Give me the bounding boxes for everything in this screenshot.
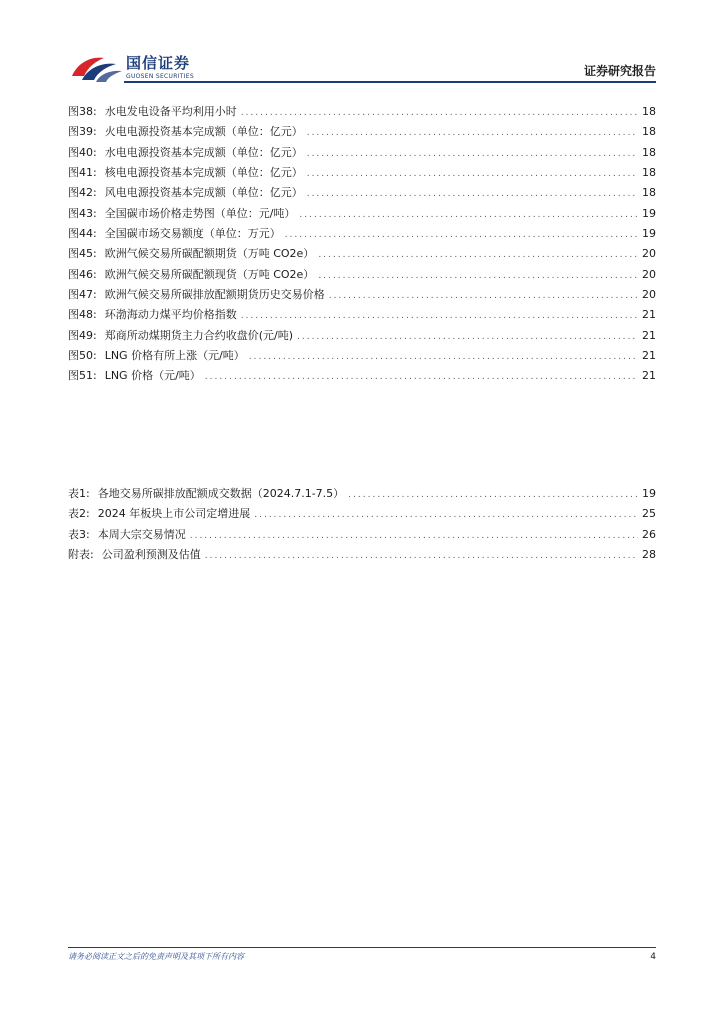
logo-chinese-text: 国信证券 [126, 54, 191, 72]
page-number: 4 [650, 952, 656, 962]
figure-page: 18 [642, 186, 656, 200]
logo-english-text: GUOSEN SECURITIES [126, 73, 195, 80]
figure-title: LNG 价格（元/吨） [104, 369, 201, 383]
figure-title: 风电电源投资基本完成额（单位：亿元） [104, 186, 303, 200]
figure-label: 图40: [68, 145, 97, 159]
leader-dots [318, 271, 638, 281]
figure-page: 21 [642, 308, 656, 322]
figure-entry[interactable] [68, 266, 656, 286]
figure-entry[interactable] [68, 367, 656, 387]
figure-entry[interactable] [68, 123, 656, 143]
figure-label: 图48: [68, 308, 97, 322]
leader-dots [241, 311, 638, 321]
figure-label: 图46: [68, 267, 97, 281]
table-label: 表2: [68, 507, 90, 521]
page-header [0, 0, 724, 84]
figure-page: 20 [642, 267, 656, 281]
guosen-logo-icon [70, 52, 124, 84]
figure-title: 欧洲气候交易所碳配额期货（万吨 CO2e） [104, 247, 315, 261]
table-entry[interactable] [68, 546, 656, 566]
figure-page: 21 [642, 369, 656, 383]
table-page: 19 [642, 487, 656, 500]
footer-divider [68, 947, 656, 948]
leader-dots [205, 551, 638, 561]
disclaimer-text: 请务必阅读正文之后的免责声明及其项下所有内容 [68, 952, 244, 961]
figure-entry[interactable] [68, 286, 656, 306]
figure-page: 18 [642, 166, 656, 180]
table-title: 公司盈利预测及估值 [101, 548, 201, 562]
figure-entry[interactable] [68, 184, 656, 204]
figure-label: 图42: [68, 186, 97, 200]
figure-label: 图44: [68, 227, 97, 241]
figure-page: 19 [642, 206, 656, 220]
figure-page: 18 [642, 125, 656, 139]
leader-dots [205, 372, 638, 382]
figure-title: 全国碳市场交易额度（单位：万元） [104, 227, 281, 241]
leader-dots [307, 189, 638, 199]
table-page: 26 [642, 527, 656, 541]
header-divider [124, 81, 656, 83]
figure-title: 火电电源投资基本完成额（单位：亿元） [104, 125, 303, 139]
figure-page: 21 [642, 349, 656, 363]
figure-page: 20 [642, 288, 656, 302]
leader-dots [329, 291, 638, 301]
figure-page: 19 [642, 227, 656, 241]
leader-dots [299, 210, 638, 220]
table-page: 25 [642, 507, 656, 521]
table-list [68, 485, 656, 566]
figure-entry[interactable] [68, 245, 656, 265]
leader-dots [307, 128, 638, 138]
figure-title: 环渤海动力煤平均价格指数 [104, 308, 237, 322]
leader-dots [241, 108, 638, 118]
figure-label: 图38: [68, 105, 97, 118]
figure-entry[interactable] [68, 225, 656, 245]
figure-title: 水电电源投资基本完成额（单位：亿元） [104, 145, 303, 159]
table-label: 表1: [68, 487, 90, 500]
figure-entry[interactable] [68, 306, 656, 326]
figure-entry[interactable] [68, 327, 656, 347]
table-title: 本周大宗交易情况 [97, 527, 186, 541]
figure-label: 图49: [68, 328, 97, 342]
table-entry[interactable] [68, 505, 656, 525]
figure-title: 水电发电设备平均利用小时 [104, 105, 237, 118]
figure-entry[interactable] [68, 164, 656, 184]
figure-entry[interactable] [68, 205, 656, 225]
leader-dots [348, 490, 638, 500]
figure-title: LNG 价格有所上涨（元/吨） [104, 349, 245, 363]
figure-label: 图45: [68, 247, 97, 261]
figure-label: 图43: [68, 206, 97, 220]
leader-dots [318, 250, 638, 260]
figure-title: 欧洲气候交易所碳配额现货（万吨 CO2e） [104, 267, 315, 281]
report-type-label: 证券研究报告 [583, 64, 656, 78]
figure-page: 18 [642, 145, 656, 159]
table-page: 28 [642, 548, 656, 562]
table-title: 2024 年板块上市公司定增进展 [97, 507, 251, 521]
leader-dots [190, 531, 638, 541]
figure-label: 图50: [68, 349, 97, 363]
leader-dots [307, 149, 638, 159]
figure-entry[interactable] [68, 103, 656, 123]
figure-label: 图51: [68, 369, 97, 383]
figure-title: 郑商所动煤期货主力合约收盘价(元/吨) [104, 328, 293, 342]
table-label: 表3: [68, 527, 90, 541]
figure-label: 图39: [68, 125, 97, 139]
figure-page: 20 [642, 247, 656, 261]
figure-label: 图47: [68, 288, 97, 302]
figure-entry[interactable] [68, 347, 656, 367]
figure-title: 欧洲气候交易所碳排放配额期货历史交易价格 [104, 288, 325, 302]
table-label: 附表: [68, 548, 94, 562]
table-title: 各地交易所碳排放配额成交数据（2024.7.1-7.5） [97, 487, 345, 500]
leader-dots [254, 510, 638, 520]
leader-dots [307, 169, 638, 179]
figure-entry[interactable] [68, 144, 656, 164]
leader-dots [297, 332, 638, 342]
table-entry[interactable] [68, 526, 656, 546]
table-entry[interactable] [68, 485, 656, 505]
figure-label: 图41: [68, 166, 97, 180]
leader-dots [249, 352, 638, 362]
figure-list [68, 103, 656, 388]
figure-page: 21 [642, 328, 656, 342]
figure-title: 全国碳市场价格走势图（单位：元/吨） [104, 206, 296, 220]
guosen-logo [70, 52, 230, 84]
figure-title: 核电电源投资基本完成额（单位：亿元） [104, 166, 303, 180]
figure-page: 18 [642, 105, 656, 118]
leader-dots [285, 230, 638, 240]
